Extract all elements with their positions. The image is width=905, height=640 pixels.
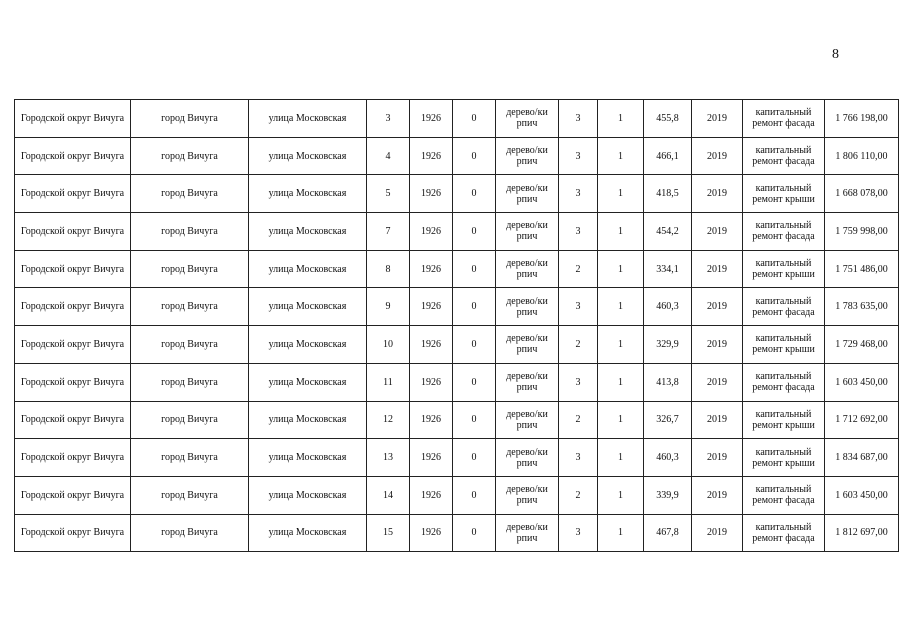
wall-material-cell: дерево/ки рпич: [496, 326, 559, 364]
street-cell: улица Московская: [249, 476, 367, 514]
work-type-cell: капитальный ремонт фасада: [743, 363, 825, 401]
plan-year-cell: 2019: [692, 476, 743, 514]
house-number-cell: 11: [367, 363, 410, 401]
work-type-cell: капитальный ремонт крыши: [743, 175, 825, 213]
build-year-cell: 1926: [410, 288, 453, 326]
district-cell: Городской округ Вичуга: [15, 213, 131, 251]
city-cell: город Вичуга: [131, 175, 249, 213]
build-year-cell: 1926: [410, 439, 453, 477]
city-cell: город Вичуга: [131, 137, 249, 175]
street-cell: улица Московская: [249, 363, 367, 401]
city-cell: город Вичуга: [131, 213, 249, 251]
build-year-cell: 1926: [410, 213, 453, 251]
street-cell: улица Московская: [249, 439, 367, 477]
area-cell: 460,3: [644, 288, 692, 326]
street-cell: улица Московская: [249, 514, 367, 552]
district-cell: Городской округ Вичуга: [15, 476, 131, 514]
cost-cell: 1 729 468,00: [825, 326, 899, 364]
floors-cell: 2: [559, 401, 598, 439]
work-type-cell: капитальный ремонт фасада: [743, 476, 825, 514]
table-row: [15, 514, 899, 552]
cost-cell: 1 712 692,00: [825, 401, 899, 439]
house-number-cell: 13: [367, 439, 410, 477]
cost-cell: 1 603 450,00: [825, 363, 899, 401]
cost-cell: 1 759 998,00: [825, 213, 899, 251]
house-number-cell: 15: [367, 514, 410, 552]
floors-cell: 2: [559, 326, 598, 364]
table-row: [15, 401, 899, 439]
wall-material-cell: дерево/ки рпич: [496, 514, 559, 552]
street-cell: улица Московская: [249, 401, 367, 439]
street-cell: улица Московская: [249, 288, 367, 326]
city-cell: город Вичуга: [131, 250, 249, 288]
wall-material-cell: дерево/ки рпич: [496, 439, 559, 477]
cost-cell: 1 766 198,00: [825, 100, 899, 138]
table-row: [15, 175, 899, 213]
zero-cell: 0: [453, 439, 496, 477]
table-row: [15, 250, 899, 288]
plan-year-cell: 2019: [692, 250, 743, 288]
city-cell: город Вичуга: [131, 100, 249, 138]
zero-cell: 0: [453, 514, 496, 552]
repair-register-table: [14, 99, 899, 552]
zero-cell: 0: [453, 137, 496, 175]
work-type-cell: капитальный ремонт фасада: [743, 213, 825, 251]
entrances-cell: 1: [598, 250, 644, 288]
build-year-cell: 1926: [410, 363, 453, 401]
entrances-cell: 1: [598, 401, 644, 439]
area-cell: 329,9: [644, 326, 692, 364]
cost-cell: 1 668 078,00: [825, 175, 899, 213]
wall-material-cell: дерево/ки рпич: [496, 476, 559, 514]
zero-cell: 0: [453, 213, 496, 251]
wall-material-cell: дерево/ки рпич: [496, 100, 559, 138]
table-row: [15, 137, 899, 175]
house-number-cell: 3: [367, 100, 410, 138]
house-number-cell: 10: [367, 326, 410, 364]
city-cell: город Вичуга: [131, 363, 249, 401]
entrances-cell: 1: [598, 476, 644, 514]
district-cell: Городской округ Вичуга: [15, 250, 131, 288]
cost-cell: 1 812 697,00: [825, 514, 899, 552]
table-row: [15, 288, 899, 326]
wall-material-cell: дерево/ки рпич: [496, 250, 559, 288]
table-row: [15, 326, 899, 364]
area-cell: 339,9: [644, 476, 692, 514]
entrances-cell: 1: [598, 288, 644, 326]
work-type-cell: капитальный ремонт фасада: [743, 137, 825, 175]
work-type-cell: капитальный ремонт крыши: [743, 326, 825, 364]
city-cell: город Вичуга: [131, 401, 249, 439]
zero-cell: 0: [453, 476, 496, 514]
build-year-cell: 1926: [410, 401, 453, 439]
city-cell: город Вичуга: [131, 476, 249, 514]
floors-cell: 2: [559, 476, 598, 514]
city-cell: город Вичуга: [131, 288, 249, 326]
zero-cell: 0: [453, 401, 496, 439]
city-cell: город Вичуга: [131, 326, 249, 364]
street-cell: улица Московская: [249, 326, 367, 364]
street-cell: улица Московская: [249, 100, 367, 138]
work-type-cell: капитальный ремонт крыши: [743, 401, 825, 439]
zero-cell: 0: [453, 100, 496, 138]
table-row: [15, 476, 899, 514]
work-type-cell: капитальный ремонт фасада: [743, 100, 825, 138]
floors-cell: 3: [559, 137, 598, 175]
table-row: [15, 100, 899, 138]
cost-cell: 1 806 110,00: [825, 137, 899, 175]
plan-year-cell: 2019: [692, 213, 743, 251]
house-number-cell: 12: [367, 401, 410, 439]
floors-cell: 3: [559, 363, 598, 401]
plan-year-cell: 2019: [692, 326, 743, 364]
plan-year-cell: 2019: [692, 363, 743, 401]
work-type-cell: капитальный ремонт крыши: [743, 439, 825, 477]
cost-cell: 1 603 450,00: [825, 476, 899, 514]
plan-year-cell: 2019: [692, 137, 743, 175]
cost-cell: 1 783 635,00: [825, 288, 899, 326]
plan-year-cell: 2019: [692, 514, 743, 552]
build-year-cell: 1926: [410, 326, 453, 364]
work-type-cell: капитальный ремонт фасада: [743, 514, 825, 552]
wall-material-cell: дерево/ки рпич: [496, 401, 559, 439]
build-year-cell: 1926: [410, 250, 453, 288]
house-number-cell: 14: [367, 476, 410, 514]
cost-cell: 1 751 486,00: [825, 250, 899, 288]
build-year-cell: 1926: [410, 476, 453, 514]
entrances-cell: 1: [598, 363, 644, 401]
street-cell: улица Московская: [249, 213, 367, 251]
plan-year-cell: 2019: [692, 288, 743, 326]
district-cell: Городской округ Вичуга: [15, 326, 131, 364]
floors-cell: 3: [559, 288, 598, 326]
floors-cell: 3: [559, 514, 598, 552]
build-year-cell: 1926: [410, 514, 453, 552]
wall-material-cell: дерево/ки рпич: [496, 363, 559, 401]
plan-year-cell: 2019: [692, 439, 743, 477]
work-type-cell: капитальный ремонт фасада: [743, 288, 825, 326]
house-number-cell: 8: [367, 250, 410, 288]
area-cell: 454,2: [644, 213, 692, 251]
area-cell: 326,7: [644, 401, 692, 439]
zero-cell: 0: [453, 175, 496, 213]
district-cell: Городской округ Вичуга: [15, 288, 131, 326]
district-cell: Городской округ Вичуга: [15, 439, 131, 477]
street-cell: улица Московская: [249, 175, 367, 213]
city-cell: город Вичуга: [131, 514, 249, 552]
entrances-cell: 1: [598, 514, 644, 552]
area-cell: 460,3: [644, 439, 692, 477]
work-type-cell: капитальный ремонт крыши: [743, 250, 825, 288]
house-number-cell: 7: [367, 213, 410, 251]
area-cell: 418,5: [644, 175, 692, 213]
zero-cell: 0: [453, 326, 496, 364]
plan-year-cell: 2019: [692, 100, 743, 138]
wall-material-cell: дерево/ки рпич: [496, 213, 559, 251]
city-cell: город Вичуга: [131, 439, 249, 477]
build-year-cell: 1926: [410, 137, 453, 175]
entrances-cell: 1: [598, 100, 644, 138]
district-cell: Городской округ Вичуга: [15, 137, 131, 175]
floors-cell: 3: [559, 175, 598, 213]
district-cell: Городской округ Вичуга: [15, 100, 131, 138]
area-cell: 413,8: [644, 363, 692, 401]
floors-cell: 3: [559, 213, 598, 251]
entrances-cell: 1: [598, 439, 644, 477]
floors-cell: 3: [559, 439, 598, 477]
floors-cell: 3: [559, 100, 598, 138]
entrances-cell: 1: [598, 137, 644, 175]
entrances-cell: 1: [598, 175, 644, 213]
page-number: 8: [832, 47, 839, 62]
plan-year-cell: 2019: [692, 401, 743, 439]
area-cell: 466,1: [644, 137, 692, 175]
entrances-cell: 1: [598, 326, 644, 364]
house-number-cell: 5: [367, 175, 410, 213]
district-cell: Городской округ Вичуга: [15, 514, 131, 552]
street-cell: улица Московская: [249, 137, 367, 175]
area-cell: 455,8: [644, 100, 692, 138]
wall-material-cell: дерево/ки рпич: [496, 175, 559, 213]
zero-cell: 0: [453, 363, 496, 401]
street-cell: улица Московская: [249, 250, 367, 288]
district-cell: Городской округ Вичуга: [15, 363, 131, 401]
table-row: [15, 439, 899, 477]
area-cell: 467,8: [644, 514, 692, 552]
house-number-cell: 4: [367, 137, 410, 175]
district-cell: Городской округ Вичуга: [15, 175, 131, 213]
plan-year-cell: 2019: [692, 175, 743, 213]
cost-cell: 1 834 687,00: [825, 439, 899, 477]
floors-cell: 2: [559, 250, 598, 288]
build-year-cell: 1926: [410, 100, 453, 138]
wall-material-cell: дерево/ки рпич: [496, 288, 559, 326]
entrances-cell: 1: [598, 213, 644, 251]
table-row: [15, 363, 899, 401]
district-cell: Городской округ Вичуга: [15, 401, 131, 439]
zero-cell: 0: [453, 288, 496, 326]
zero-cell: 0: [453, 250, 496, 288]
area-cell: 334,1: [644, 250, 692, 288]
house-number-cell: 9: [367, 288, 410, 326]
wall-material-cell: дерево/ки рпич: [496, 137, 559, 175]
build-year-cell: 1926: [410, 175, 453, 213]
table-row: [15, 213, 899, 251]
